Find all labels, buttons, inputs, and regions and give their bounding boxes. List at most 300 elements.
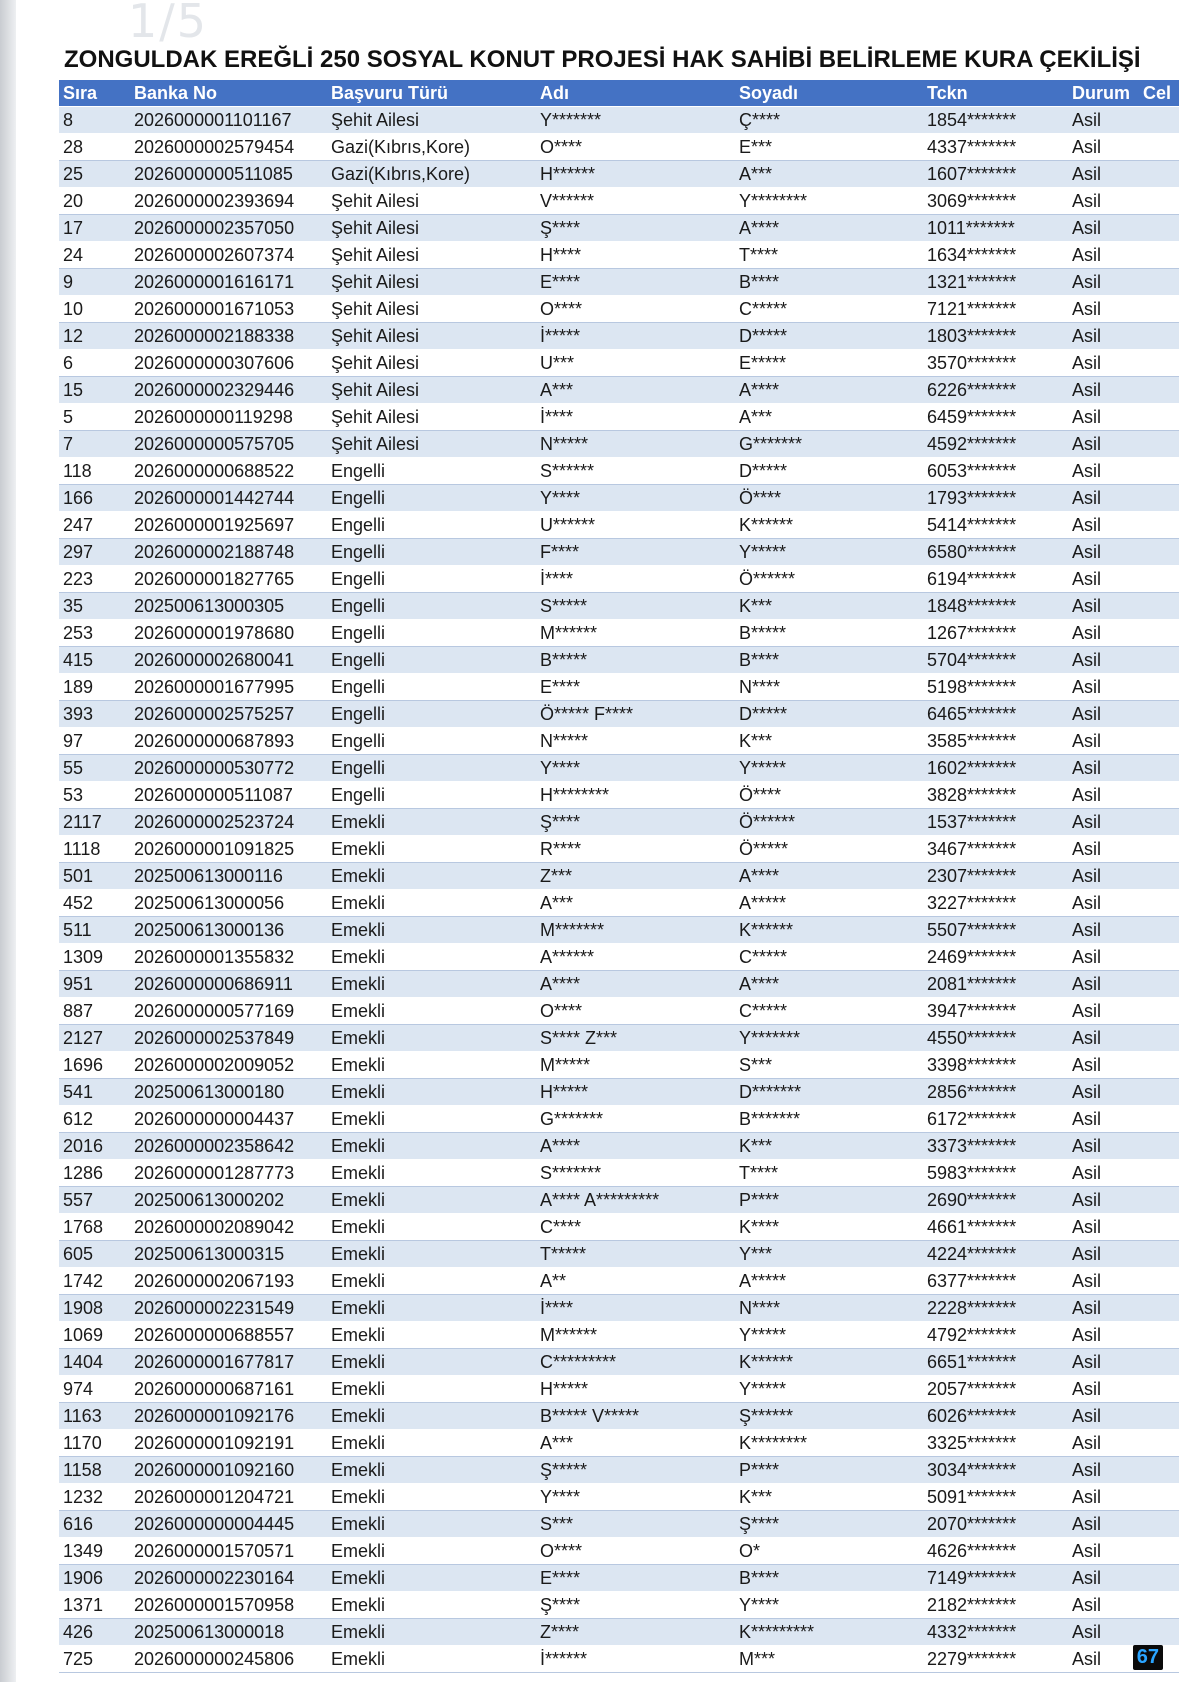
cell-banka-no: 2026000002537849 (130, 1025, 327, 1052)
cell-durum: Asil (1068, 647, 1139, 674)
table-row (59, 701, 1179, 728)
cell-soyadi: O* (735, 1538, 923, 1565)
cell-sira: 297 (59, 539, 130, 566)
cell-banka-no: 2026000002575257 (130, 701, 327, 728)
cell-adi: Z**** (536, 1619, 735, 1646)
cell-adi: S******* (536, 1160, 735, 1187)
table-row (59, 1241, 1179, 1268)
cell-durum: Asil (1068, 161, 1139, 188)
cell-tckn: 6465******* (923, 701, 1068, 728)
cell-adi: V****** (536, 188, 735, 215)
cell-banka-no: 2026000001671053 (130, 296, 327, 323)
cell-basvuru-turu: Emekli (327, 1511, 536, 1538)
cell-soyadi: Ö***** (735, 836, 923, 863)
cell-basvuru-turu: Emekli (327, 1646, 536, 1673)
cell-cel (1139, 296, 1179, 323)
cell-tckn: 3227******* (923, 890, 1068, 917)
table-row (59, 1268, 1179, 1295)
cell-sira: 974 (59, 1376, 130, 1403)
table-row (59, 809, 1179, 836)
cell-adi: N***** (536, 431, 735, 458)
cell-banka-no: 2026000000687161 (130, 1376, 327, 1403)
cell-cel (1139, 1457, 1179, 1484)
cell-soyadi: A**** (735, 863, 923, 890)
cell-soyadi: E*** (735, 134, 923, 161)
cell-cel (1139, 1187, 1179, 1214)
cell-soyadi: C***** (735, 998, 923, 1025)
cell-banka-no: 2026000001101167 (130, 107, 327, 134)
cell-durum: Asil (1068, 1268, 1139, 1295)
cell-adi: Ş***** (536, 1457, 735, 1484)
cell-soyadi: Ş****** (735, 1403, 923, 1430)
cell-cel (1139, 1538, 1179, 1565)
cell-tckn: 2469******* (923, 944, 1068, 971)
cell-soyadi: K****** (735, 1349, 923, 1376)
cell-banka-no: 2026000000119298 (130, 404, 327, 431)
cell-soyadi: B***** (735, 620, 923, 647)
cell-adi: A*** (536, 377, 735, 404)
cell-soyadi: Ö**** (735, 782, 923, 809)
cell-banka-no: 2026000002231549 (130, 1295, 327, 1322)
cell-basvuru-turu: Engelli (327, 674, 536, 701)
cell-sira: 17 (59, 215, 130, 242)
cell-durum: Asil (1068, 1214, 1139, 1241)
cell-basvuru-turu: Emekli (327, 1619, 536, 1646)
cell-adi: F**** (536, 539, 735, 566)
cell-cel (1139, 1430, 1179, 1457)
cell-sira: 2127 (59, 1025, 130, 1052)
cell-banka-no: 2026000001616171 (130, 269, 327, 296)
cell-banka-no: 2026000000511087 (130, 782, 327, 809)
cell-durum: Asil (1068, 809, 1139, 836)
cell-soyadi: K******** (735, 1430, 923, 1457)
table-row (59, 998, 1179, 1025)
table-row (59, 485, 1179, 512)
cell-basvuru-turu: Gazi(Kıbrıs,Kore) (327, 161, 536, 188)
table-row (59, 728, 1179, 755)
cell-banka-no: 2026000002188748 (130, 539, 327, 566)
cell-durum: Asil (1068, 1457, 1139, 1484)
cell-durum: Asil (1068, 755, 1139, 782)
cell-tckn: 1602******* (923, 755, 1068, 782)
table-row (59, 647, 1179, 674)
table-row (59, 1106, 1179, 1133)
cell-soyadi: K*** (735, 728, 923, 755)
cell-tckn: 3398******* (923, 1052, 1068, 1079)
cell-tckn: 4550******* (923, 1025, 1068, 1052)
scan-edge-shadow (0, 0, 16, 1682)
cell-adi: M****** (536, 620, 735, 647)
cell-banka-no: 2026000000004445 (130, 1511, 327, 1538)
cell-soyadi: K****** (735, 917, 923, 944)
cell-soyadi: P**** (735, 1187, 923, 1214)
cell-tckn: 2690******* (923, 1187, 1068, 1214)
cell-sira: 1170 (59, 1430, 130, 1457)
cell-tckn: 6459******* (923, 404, 1068, 431)
cell-durum: Asil (1068, 1133, 1139, 1160)
cell-soyadi: M*** (735, 1646, 923, 1673)
cell-durum: Asil (1068, 1295, 1139, 1322)
cell-banka-no: 202500613000136 (130, 917, 327, 944)
cell-banka-no: 202500613000202 (130, 1187, 327, 1214)
cell-tckn: 1848******* (923, 593, 1068, 620)
cell-basvuru-turu: Emekli (327, 1025, 536, 1052)
cell-tckn: 2279******* (923, 1646, 1068, 1673)
cell-soyadi: B**** (735, 269, 923, 296)
cell-tckn: 5414******* (923, 512, 1068, 539)
cell-banka-no: 2026000002230164 (130, 1565, 327, 1592)
cell-adi: E**** (536, 1565, 735, 1592)
cell-cel (1139, 107, 1179, 134)
cell-durum: Asil (1068, 1376, 1139, 1403)
table-row (59, 1457, 1179, 1484)
cell-durum: Asil (1068, 1619, 1139, 1646)
cell-adi: M****** (536, 1322, 735, 1349)
table-row (59, 458, 1179, 485)
cell-banka-no: 2026000002357050 (130, 215, 327, 242)
table-row (59, 269, 1179, 296)
cell-tckn: 3947******* (923, 998, 1068, 1025)
cell-basvuru-turu: Şehit Ailesi (327, 404, 536, 431)
table-row (59, 350, 1179, 377)
cell-adi: H***** (536, 1079, 735, 1106)
cell-basvuru-turu: Emekli (327, 1538, 536, 1565)
cell-soyadi: Ç**** (735, 107, 923, 134)
cell-tckn: 4661******* (923, 1214, 1068, 1241)
cell-sira: 1158 (59, 1457, 130, 1484)
cell-sira: 25 (59, 161, 130, 188)
cell-sira: 725 (59, 1646, 130, 1673)
cell-soyadi: D******* (735, 1079, 923, 1106)
cell-sira: 253 (59, 620, 130, 647)
cell-basvuru-turu: Engelli (327, 701, 536, 728)
table-row (59, 1376, 1179, 1403)
cell-cel (1139, 188, 1179, 215)
cell-basvuru-turu: Engelli (327, 485, 536, 512)
cell-adi: Ö***** F**** (536, 701, 735, 728)
cell-cel (1139, 1160, 1179, 1187)
cell-cel (1139, 782, 1179, 809)
table-row (59, 1295, 1179, 1322)
cell-durum: Asil (1068, 215, 1139, 242)
header-basvuru-turu: Başvuru Türü (327, 80, 536, 107)
cell-tckn: 2856******* (923, 1079, 1068, 1106)
cell-basvuru-turu: Emekli (327, 1349, 536, 1376)
cell-durum: Asil (1068, 1484, 1139, 1511)
cell-adi: Y**** (536, 755, 735, 782)
cell-sira: 1696 (59, 1052, 130, 1079)
cell-basvuru-turu: Şehit Ailesi (327, 107, 536, 134)
cell-sira: 10 (59, 296, 130, 323)
cell-cel (1139, 1322, 1179, 1349)
cell-adi: Y**** (536, 485, 735, 512)
cell-durum: Asil (1068, 1646, 1139, 1673)
cell-banka-no: 2026000001677817 (130, 1349, 327, 1376)
cell-banka-no: 2026000002393694 (130, 188, 327, 215)
cell-basvuru-turu: Emekli (327, 917, 536, 944)
cell-sira: 118 (59, 458, 130, 485)
cell-cel (1139, 1241, 1179, 1268)
cell-tckn: 2228******* (923, 1295, 1068, 1322)
table-row (59, 188, 1179, 215)
cell-sira: 557 (59, 1187, 130, 1214)
cell-sira: 426 (59, 1619, 130, 1646)
cell-banka-no: 2026000002358642 (130, 1133, 327, 1160)
cell-durum: Asil (1068, 431, 1139, 458)
cell-soyadi: K********* (735, 1619, 923, 1646)
cell-durum: Asil (1068, 134, 1139, 161)
cell-basvuru-turu: Emekli (327, 809, 536, 836)
cell-basvuru-turu: Emekli (327, 1187, 536, 1214)
table-row (59, 1079, 1179, 1106)
page-number-watermark: 1/5 (128, 0, 209, 48)
table-row (59, 107, 1179, 134)
cell-adi: Ş**** (536, 1592, 735, 1619)
cell-cel (1139, 1619, 1179, 1646)
table-row (59, 1322, 1179, 1349)
cell-basvuru-turu: Engelli (327, 566, 536, 593)
cell-tckn: 4792******* (923, 1322, 1068, 1349)
results-table (59, 80, 1179, 1673)
cell-durum: Asil (1068, 350, 1139, 377)
cell-durum: Asil (1068, 1403, 1139, 1430)
cell-banka-no: 2026000000511085 (130, 161, 327, 188)
cell-sira: 1404 (59, 1349, 130, 1376)
cell-cel (1139, 1079, 1179, 1106)
cell-soyadi: D***** (735, 458, 923, 485)
cell-cel (1139, 836, 1179, 863)
cell-sira: 887 (59, 998, 130, 1025)
cell-adi: M***** (536, 1052, 735, 1079)
table-row (59, 539, 1179, 566)
cell-basvuru-turu: Engelli (327, 539, 536, 566)
cell-soyadi: A***** (735, 1268, 923, 1295)
table-row (59, 1025, 1179, 1052)
cell-tckn: 4337******* (923, 134, 1068, 161)
cell-sira: 2117 (59, 809, 130, 836)
cell-cel (1139, 620, 1179, 647)
table-row (59, 296, 1179, 323)
table-row (59, 1349, 1179, 1376)
cell-basvuru-turu: Emekli (327, 1430, 536, 1457)
cell-cel (1139, 1133, 1179, 1160)
cell-sira: 393 (59, 701, 130, 728)
cell-banka-no: 2026000001204721 (130, 1484, 327, 1511)
cell-durum: Asil (1068, 1160, 1139, 1187)
cell-banka-no: 2026000001827765 (130, 566, 327, 593)
cell-basvuru-turu: Emekli (327, 1322, 536, 1349)
cell-durum: Asil (1068, 242, 1139, 269)
cell-sira: 20 (59, 188, 130, 215)
cell-durum: Asil (1068, 593, 1139, 620)
cell-soyadi: Ö**** (735, 485, 923, 512)
cell-cel (1139, 1106, 1179, 1133)
cell-banka-no: 2026000002089042 (130, 1214, 327, 1241)
cell-durum: Asil (1068, 458, 1139, 485)
cell-durum: Asil (1068, 1025, 1139, 1052)
cell-soyadi: B**** (735, 647, 923, 674)
cell-cel (1139, 1295, 1179, 1322)
cell-banka-no: 2026000001978680 (130, 620, 327, 647)
cell-basvuru-turu: Emekli (327, 1052, 536, 1079)
cell-soyadi: S*** (735, 1052, 923, 1079)
cell-adi: M******* (536, 917, 735, 944)
cell-soyadi: K*** (735, 1484, 923, 1511)
cell-soyadi: A**** (735, 377, 923, 404)
cell-cel (1139, 134, 1179, 161)
cell-sira: 24 (59, 242, 130, 269)
cell-adi: A**** (536, 971, 735, 998)
cell-soyadi: C***** (735, 944, 923, 971)
cell-basvuru-turu: Şehit Ailesi (327, 296, 536, 323)
document-title: ZONGULDAK EREĞLİ 250 SOSYAL KONUT PROJESİ HAK SAHİBİ BELİRLEME KURA ÇEKİLİŞİ (64, 46, 1141, 73)
cell-durum: Asil (1068, 323, 1139, 350)
cell-cel (1139, 728, 1179, 755)
cell-tckn: 3570******* (923, 350, 1068, 377)
table-row (59, 755, 1179, 782)
cell-sira: 1118 (59, 836, 130, 863)
cell-tckn: 6651******* (923, 1349, 1068, 1376)
cell-basvuru-turu: Şehit Ailesi (327, 350, 536, 377)
table-row (59, 1484, 1179, 1511)
table-row (59, 377, 1179, 404)
cell-soyadi: Y**** (735, 1592, 923, 1619)
cell-banka-no: 202500613000056 (130, 890, 327, 917)
header-cel: Cel (1139, 80, 1179, 107)
cell-sira: 1349 (59, 1538, 130, 1565)
cell-sira: 53 (59, 782, 130, 809)
cell-tckn: 6026******* (923, 1403, 1068, 1430)
cell-sira: 511 (59, 917, 130, 944)
cell-durum: Asil (1068, 377, 1139, 404)
header-sira: Sıra (59, 80, 130, 107)
cell-cel (1139, 1025, 1179, 1052)
cell-basvuru-turu: Şehit Ailesi (327, 377, 536, 404)
cell-basvuru-turu: Şehit Ailesi (327, 215, 536, 242)
cell-adi: N***** (536, 728, 735, 755)
cell-soyadi: A**** (735, 215, 923, 242)
cell-tckn: 6377******* (923, 1268, 1068, 1295)
cell-adi: R**** (536, 836, 735, 863)
cell-adi: H******** (536, 782, 735, 809)
cell-cel (1139, 377, 1179, 404)
cell-basvuru-turu: Emekli (327, 1214, 536, 1241)
cell-sira: 1908 (59, 1295, 130, 1322)
cell-tckn: 5091******* (923, 1484, 1068, 1511)
cell-soyadi: T**** (735, 1160, 923, 1187)
cell-durum: Asil (1068, 1187, 1139, 1214)
cell-adi: B***** V***** (536, 1403, 735, 1430)
cell-cel (1139, 539, 1179, 566)
cell-tckn: 6172******* (923, 1106, 1068, 1133)
cell-tckn: 2070******* (923, 1511, 1068, 1538)
cell-banka-no: 2026000000530772 (130, 755, 327, 782)
cell-cel (1139, 593, 1179, 620)
cell-basvuru-turu: Şehit Ailesi (327, 323, 536, 350)
cell-cel (1139, 944, 1179, 971)
cell-basvuru-turu: Engelli (327, 647, 536, 674)
table-row (59, 134, 1179, 161)
cell-soyadi: Y***** (735, 755, 923, 782)
cell-soyadi: Y***** (735, 539, 923, 566)
cell-banka-no: 2026000001091825 (130, 836, 327, 863)
cell-tckn: 3585******* (923, 728, 1068, 755)
table-row (59, 836, 1179, 863)
cell-cel (1139, 863, 1179, 890)
cell-banka-no: 2026000002523724 (130, 809, 327, 836)
corner-badge: 67 (1133, 1645, 1163, 1670)
cell-cel (1139, 1214, 1179, 1241)
results-table-container[interactable] (59, 80, 1179, 1673)
cell-basvuru-turu: Engelli (327, 728, 536, 755)
table-row (59, 1430, 1179, 1457)
cell-durum: Asil (1068, 566, 1139, 593)
cell-adi: A** (536, 1268, 735, 1295)
table-row (59, 512, 1179, 539)
cell-sira: 9 (59, 269, 130, 296)
cell-tckn: 3828******* (923, 782, 1068, 809)
cell-cel (1139, 323, 1179, 350)
cell-banka-no: 202500613000116 (130, 863, 327, 890)
cell-sira: 8 (59, 107, 130, 134)
cell-tckn: 2182******* (923, 1592, 1068, 1619)
header-durum: Durum (1068, 80, 1139, 107)
cell-durum: Asil (1068, 728, 1139, 755)
cell-durum: Asil (1068, 1052, 1139, 1079)
table-row (59, 944, 1179, 971)
cell-soyadi: Y*** (735, 1241, 923, 1268)
cell-banka-no: 2026000001092191 (130, 1430, 327, 1457)
cell-tckn: 6580******* (923, 539, 1068, 566)
cell-basvuru-turu: Emekli (327, 890, 536, 917)
cell-adi: A**** A********* (536, 1187, 735, 1214)
cell-basvuru-turu: Engelli (327, 620, 536, 647)
cell-adi: A*** (536, 1430, 735, 1457)
cell-sira: 415 (59, 647, 130, 674)
cell-soyadi: Ö****** (735, 566, 923, 593)
cell-tckn: 3034******* (923, 1457, 1068, 1484)
cell-durum: Asil (1068, 512, 1139, 539)
cell-basvuru-turu: Engelli (327, 458, 536, 485)
cell-basvuru-turu: Emekli (327, 971, 536, 998)
cell-sira: 7 (59, 431, 130, 458)
cell-sira: 951 (59, 971, 130, 998)
cell-banka-no: 2026000002009052 (130, 1052, 327, 1079)
cell-tckn: 7121******* (923, 296, 1068, 323)
cell-adi: B***** (536, 647, 735, 674)
cell-sira: 15 (59, 377, 130, 404)
cell-durum: Asil (1068, 539, 1139, 566)
cell-soyadi: A*** (735, 161, 923, 188)
cell-sira: 1768 (59, 1214, 130, 1241)
cell-adi: O**** (536, 1538, 735, 1565)
cell-banka-no: 2026000001092176 (130, 1403, 327, 1430)
cell-tckn: 4224******* (923, 1241, 1068, 1268)
cell-tckn: 7149******* (923, 1565, 1068, 1592)
cell-tckn: 1011******* (923, 215, 1068, 242)
cell-sira: 12 (59, 323, 130, 350)
cell-banka-no: 2026000002067193 (130, 1268, 327, 1295)
header-soyadi: Soyadı (735, 80, 923, 107)
cell-durum: Asil (1068, 971, 1139, 998)
cell-durum: Asil (1068, 188, 1139, 215)
cell-basvuru-turu: Emekli (327, 1133, 536, 1160)
cell-sira: 55 (59, 755, 130, 782)
table-row (59, 1187, 1179, 1214)
cell-basvuru-turu: Emekli (327, 836, 536, 863)
cell-basvuru-turu: Engelli (327, 593, 536, 620)
cell-adi: A*** (536, 890, 735, 917)
